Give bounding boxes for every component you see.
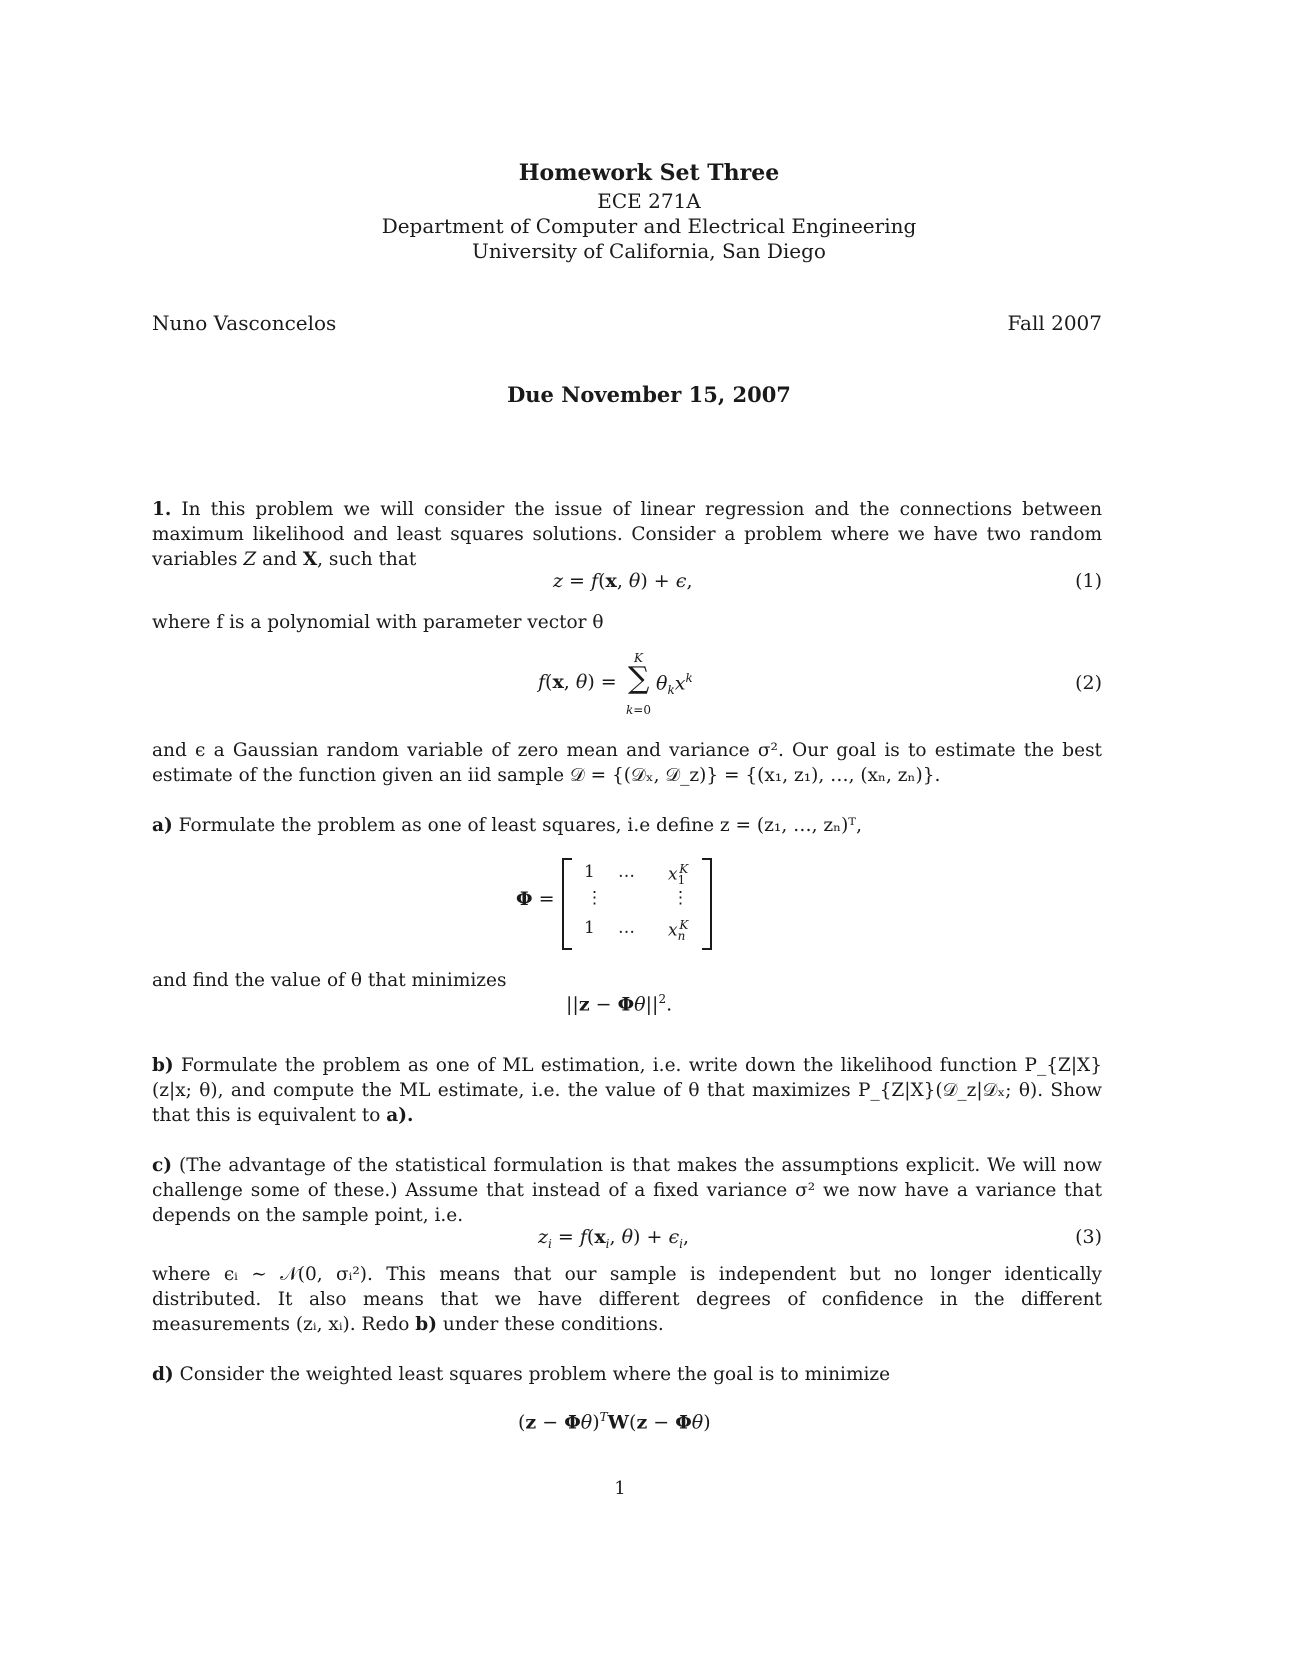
term: Fall 2007 [1007,311,1102,335]
page-number: 1 [614,1478,626,1499]
phi-matrix: 1 … $x_1^K$ ⋮ ⋮ 1 … $x_n^K$ [562,858,712,950]
problem-1-intro: 1. In this problem we will consider the issue of linear regression and the connections between maximum likelihood and least squares solutions. Consider a problem where we have two random variables Z and X, such that [152,499,1102,570]
find-theta-text: and find the value of θ that minimizes [152,970,507,991]
part-d-label: d) [152,1364,174,1385]
part-b-label: b) [152,1055,174,1076]
equation-2-number: (2) [1075,672,1102,694]
part-c-continued: where ϵᵢ ∼ 𝒩(0, σᵢ²). This means that our sample is independent but no longer identically distributed. It also means that we have different degrees of confidence in the different measurements (zᵢ, xᵢ). Redo b) under these conditions. [152,1264,1102,1335]
department: Department of Computer and Electrical Engineering [381,214,917,238]
gaussian-text: and ϵ a Gaussian random variable of zero mean and variance σ². Our goal is to estimate the best estimate of the function given an iid sample 𝒟 = {(𝒟ₓ, 𝒟_z)} = {(x₁, z₁), …, (xₙ, zₙ)}. [152,740,1102,786]
equation-2: f(x, θ) = K ∑ k=0 $\theta_kx^k$ [538,651,693,717]
part-a-label: a) [152,815,173,836]
problem-number: 1. [152,499,172,520]
equation-1: z = f(x, θ) + ϵ, [553,570,693,592]
least-squares-norm: $||z - \Phi\theta||^2$. [566,992,673,1016]
equation-3: $z_i = f(x_i$, $\theta) + \epsilon_i$, [538,1226,690,1251]
equation-3-number: (3) [1075,1226,1102,1248]
where-f-text: where f is a polynomial with parameter vector θ [152,612,604,633]
part-b-text: b) Formulate the problem as one of ML estimation, i.e. write down the likelihood function P_{Z|X}(z|x; θ), and compute the ML estimate, i.e. the value of θ that maximizes P_{Z|X}(𝒟_z|𝒟ₓ; θ). Show that this is equivalent to a). [152,1055,1102,1126]
course-code: ECE 271A [597,189,701,213]
university: University of California, San Diego [472,239,826,263]
author: Nuno Vasconcelos [152,311,337,335]
part-c-label: c) [152,1155,173,1176]
part-d-text: d) Consider the weighted least squares problem where the goal is to minimize [152,1364,891,1385]
weighted-least-squares: $(z - \Phi\theta)^TW(z - \Phi\theta)$ [518,1410,711,1434]
equation-1-number: (1) [1075,570,1102,592]
phi-symbol: Φ = [516,888,555,910]
due-date: Due November 15, 2007 [507,382,791,407]
document-title: Homework Set Three [518,160,780,186]
part-a-text: a) Formulate the problem as one of least squares, i.e define z = (z₁, …, zₙ)ᵀ, [152,815,862,836]
part-c-text: c) (The advantage of the statistical formulation is that makes the assumptions explicit. We will now challenge some of these.) Assume that instead of a fixed variance σ² we now have a variance that depends on the sample point, i.e. [152,1155,1102,1226]
intro-text: In this problem we will consider the issue of linear regression and the connections between maximum likelihood and least squares solutions. Consider a problem where we have two random variables [152,499,1102,570]
